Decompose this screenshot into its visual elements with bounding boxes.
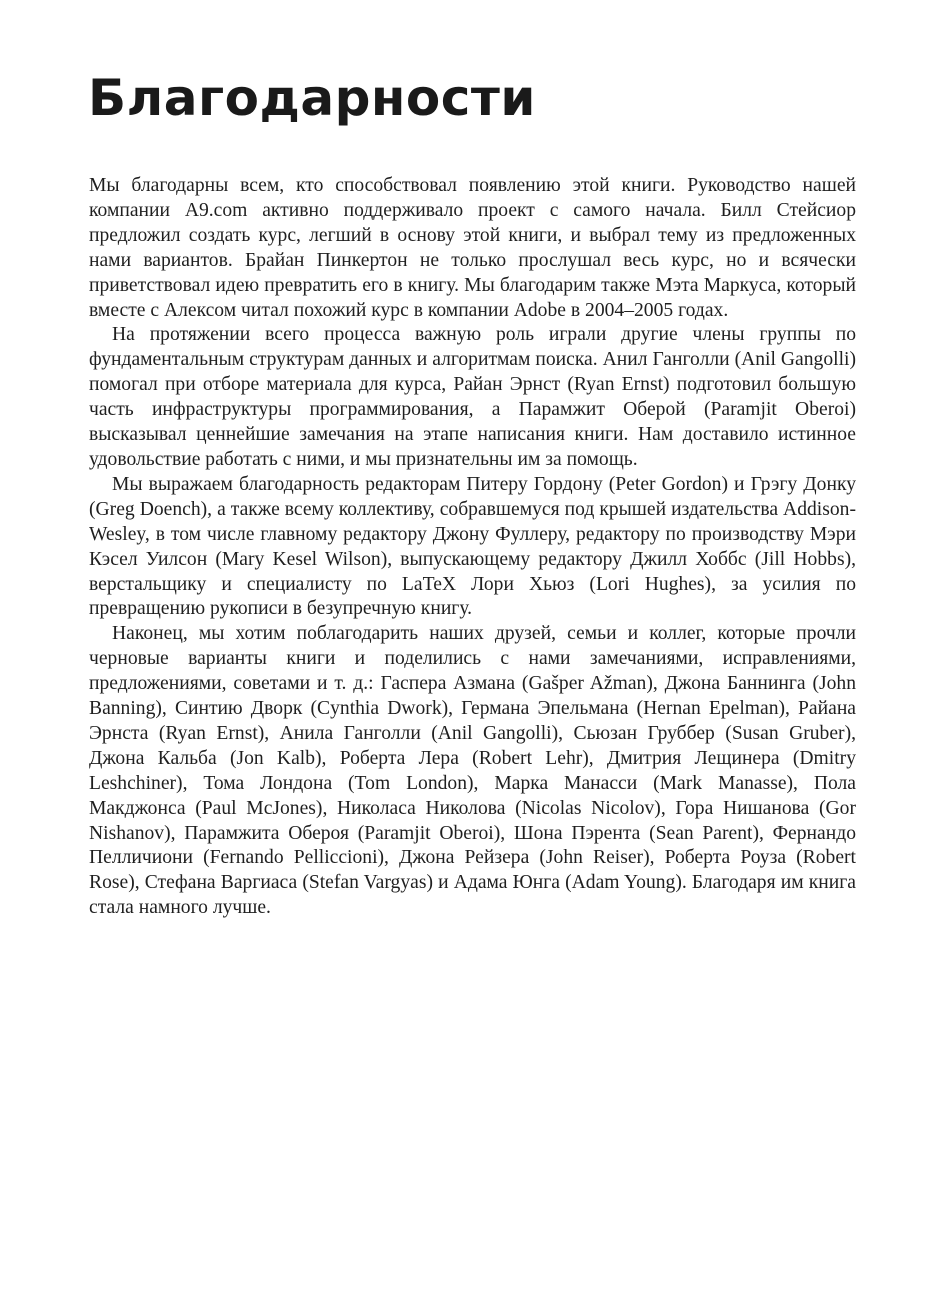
- paragraph-reviewers: Наконец, мы хотим поблагодарить наших друзей, семьи и коллег, которые прочли черновые варианты книги и поделились с нами замечаниями, исправлениями, предложениями, советами и т. д.: Гаспера Азмана (Gašper Ažman), Джона Баннинга (John Banning), Синтию Дворк (Cynthia Dwork), Германа Эпельмана (Hernan Epelman), Райана Эрнста (Ryan Ernst), Анила Ганголли (Anil Gangolli), Сьюзан Груббер (Susan Gruber), Джона Кальба (Jon Kalb), Роберта Лера (Robert Lehr), Дмитрия Лещинера (Dmitry Leshchiner), Тома Лондона (Tom London), Марка Манасси (Mark Manasse), Пола Макджонса (Paul McJones), Николаса Николова (Nicolas Nicolov), Гора Нишанова (Gor Nishanov), Парамжита Обероя (Paramjit Oberoi), Шона Пэрента (Sean Parent), Фернандо Пелличиони (Fernando Pelliccioni), Джона Рейзера (John Reiser), Роберта Роуза (Robert Rose), Стефана Варгиаса (Stefan Vargyas) и Адама Юнга (Adam Young). Благодаря им книга стала намного лучше.: [89, 623, 856, 919]
- page-title: Благодарности: [88, 69, 536, 127]
- paragraph-intro: Мы благодарны всем, кто способствовал появлению этой книги. Руководство нашей компании A9.com активно поддерживало проект с самого начала. Билл Стейсиор предложил создать курс, легший в основу этой книги, и выбрал тему из предложенных нами вариантов. Брайан Пинкертон не только прослушал весь курс, но и всячески приветствовал идею превратить его в книгу. Мы благодарим также Мэта Маркуса, который вместе с Алексом читал похожий курс в компании Adobe в 2004–2005 годах.: [89, 175, 856, 321]
- paragraph-team: На протяжении всего процесса важную роль играли другие члены группы по фундаментальным структурам данных и алгоритмам поиска. Анил Ганголли (Anil Gangolli) помогал при отборе материала для курса, Райан Эрнст (Ryan Ernst) подготовил большую часть инфраструктуры программирования, а Парамжит Оберой (Paramjit Oberoi) высказывал ценнейшие замечания на этапе написания книги. Нам доставило истинное удовольствие работать с ними, и мы признательны им за помощь.: [89, 324, 856, 470]
- acknowledgements-body: [89, 174, 856, 921]
- paragraph-editors: Мы выражаем благодарность редакторам Питеру Гордону (Peter Gordon) и Грэгу Донку (Greg Doench), а также всему коллективу, собравшемуся под крышей издательства Addison-Wesley, в том числе главному редактору Джону Фуллеру, редактору по производству Мэри Кэсел Уилсон (Mary Kesel Wilson), выпускающему редактору Джилл Хоббс (Jill Hobbs), верстальщику и специалисту по LaTeX Лори Хьюз (Lori Hughes), за усилия по превращению рукописи в безупречную книгу.: [89, 473, 856, 620]
